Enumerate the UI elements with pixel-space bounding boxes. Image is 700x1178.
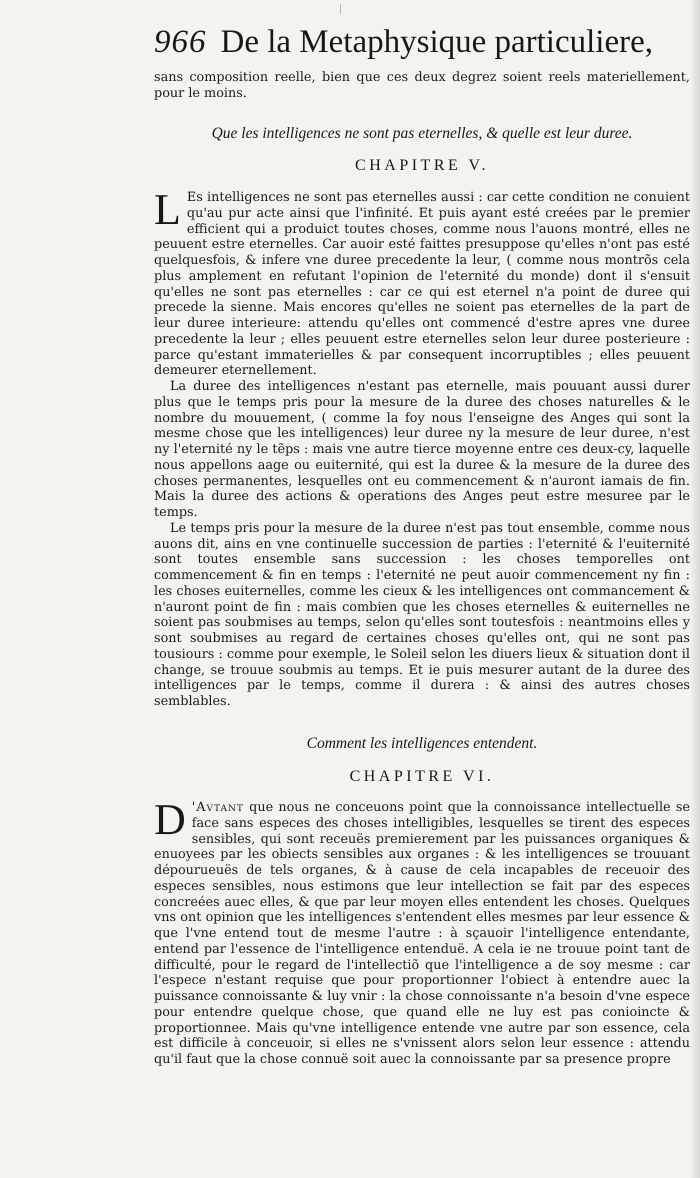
page-header: [154, 24, 694, 61]
chapter-5-body: [154, 185, 690, 710]
chapter-heading: CHAPITRE VI.: [349, 768, 495, 785]
first-word-rest: Es: [186, 190, 203, 205]
paragraph: Le temps pris pour la mesure de la duree n'est pas tout ensemble, comme nous auons dit, ains en vne continuelle succession de parties : l'eternité & l'euiternité sont toutes ensemble sans succession : les choses temporelles ont commencement & fin en temps : l'eternité ne peut auoir commencement ny fin : les choses euiternelles, comme les cieux & les intelligences ont commancement & n'auront point de fin : mais combien que les choses eternelles & euiternelles ne soient pas soubmises au temps, selon qu'elles sont toutesfois : neantmoins elles y sont soubmises au regard de certaines choses qu'elles ont, qui ne sont pas tousiours : comme pour exemple, le Soleil selon les diuers lieux & situation dont il change, se trouue soubmis au temps. Et ie puis mesurer autant de la duree des intelligences par le temps, comme il durera : & ainsi des autres choses semblables.: [154, 520, 690, 709]
continuation-text: [154, 70, 690, 102]
chapter-heading: CHAPITRE V.: [355, 157, 489, 174]
page-number: 966: [154, 24, 207, 60]
drop-cap: L: [154, 185, 181, 234]
chapter-6-body: [154, 795, 690, 1068]
paragraph: La duree des intelligences n'estant pas eternelle, mais pouuant aussi durer plus que le temps pris pour la mesure de la duree des choses naturelles & le nombre du mouuement, ( comme la foy nous l'enseigne des Anges qui sont la mesme chose que les intelligences) leur duree ny la mesure de leur duree, n'est ny l'eternité ny le tẽps : mais vne autre tierce moyenne entre ces deux-cy, laquelle nous appellons aage ou euiternité, qui est la duree & la mesure de la duree des choses permanentes, lesquelles ont eu commencement & n'auront iamais de fin. Mais la duree des actions & operations des Anges peut estre mesuree par le temps.: [154, 379, 690, 520]
section-title: Comment les intelligences entendent.: [306, 735, 538, 752]
paragraph-text: intelligences ne sont pas eternelles aussi : car cette condition ne conuient qu'au pur acte ainsi que l'infinité. Et puis ayant esté creées par le premier efficient qui a produict toutes choses, comme nous l'auons montré, elles ne peuuent estre eternelles. Car auoir esté faittes presuppose qu'elles n'ont pas esté quelquesfois, & infere vne duree precedente la leur, ( comme nous montrõs cela plus amplement en refutant l'opinion de l'eternité du monde) dont il s'ensuit qu'elles ne sont pas eternelles : car ce qui est eternel n'a point de duree qui precede la sienne. Mais encores qu'elles ne soient pas eternelles de la part de leur duree interieure: attendu qu'elles ont commencé d'estre apres vne duree precedente la leur ; elles peuuent estre eternelles selon leur duree posterieure : parce qu'estant immaterielles & par consequent incorruptibles ; elles peuuent demeurer eternellement.: [154, 190, 690, 379]
paragraph: [154, 795, 690, 1068]
paragraph: [154, 185, 690, 379]
running-head: De la Metaphysique particuliere,: [220, 24, 653, 60]
drop-cap: D: [154, 795, 186, 844]
page-mark: [340, 4, 344, 14]
paragraph: sans composition reelle, bien que ces deux degrez soient reels materiellement, pour le moins.: [154, 70, 690, 101]
page-fold-shadow: [690, 0, 700, 1178]
paragraph-text: que nous ne conceuons point que la connoissance intellectuelle se face sans especes des choses intelligibles, lesquelles se tirent des especes sensibles, qui sont receuës premierement par les puissances organiques & enuoyees par les obiects sensibles aux organes : & les intelligences se trouuant dépourueuës de tels organes, & à cause de cela incapables de receuoir des especes sensibles, nous estimons que leur intellection se fait par des especes concreées auec elles, & que par leur moyen elles entendent les choses. Quelques vns ont opinion que les intelligences s'entendent elles mesmes par leur essence & que l'vne entend tout de mesme l'autre : à sçauoir l'intelligence entendante, entend par l'essence de l'intelligence entenduë. A cela ie ne trouue point tant de difficulté, pour le regard de l'intellectiõ que l'intelligence a de soy mesme : car l'espece n'estant requise que pour proportionner l'obiect à entendre auec la puissance connoissante & luy vnir : la chose connoissante n'a besoin d'vne espece pour entendre quelque chose, que quand elle ne luy est pas conioincte & proportionnee. Mais qu'vne intelligence entende vne autre par son essence, cela est difficile à conceuoir, si elles ne s'vnissent alors selon leur essence : attendu qu'il faut que la chose connuë soit auec la connoissante par sa presence propre: [154, 800, 690, 1067]
first-word-rest: 'Avtant: [191, 800, 244, 815]
section-title: Que les intelligences ne sont pas eternelles, & quelle est leur duree.: [211, 125, 633, 142]
